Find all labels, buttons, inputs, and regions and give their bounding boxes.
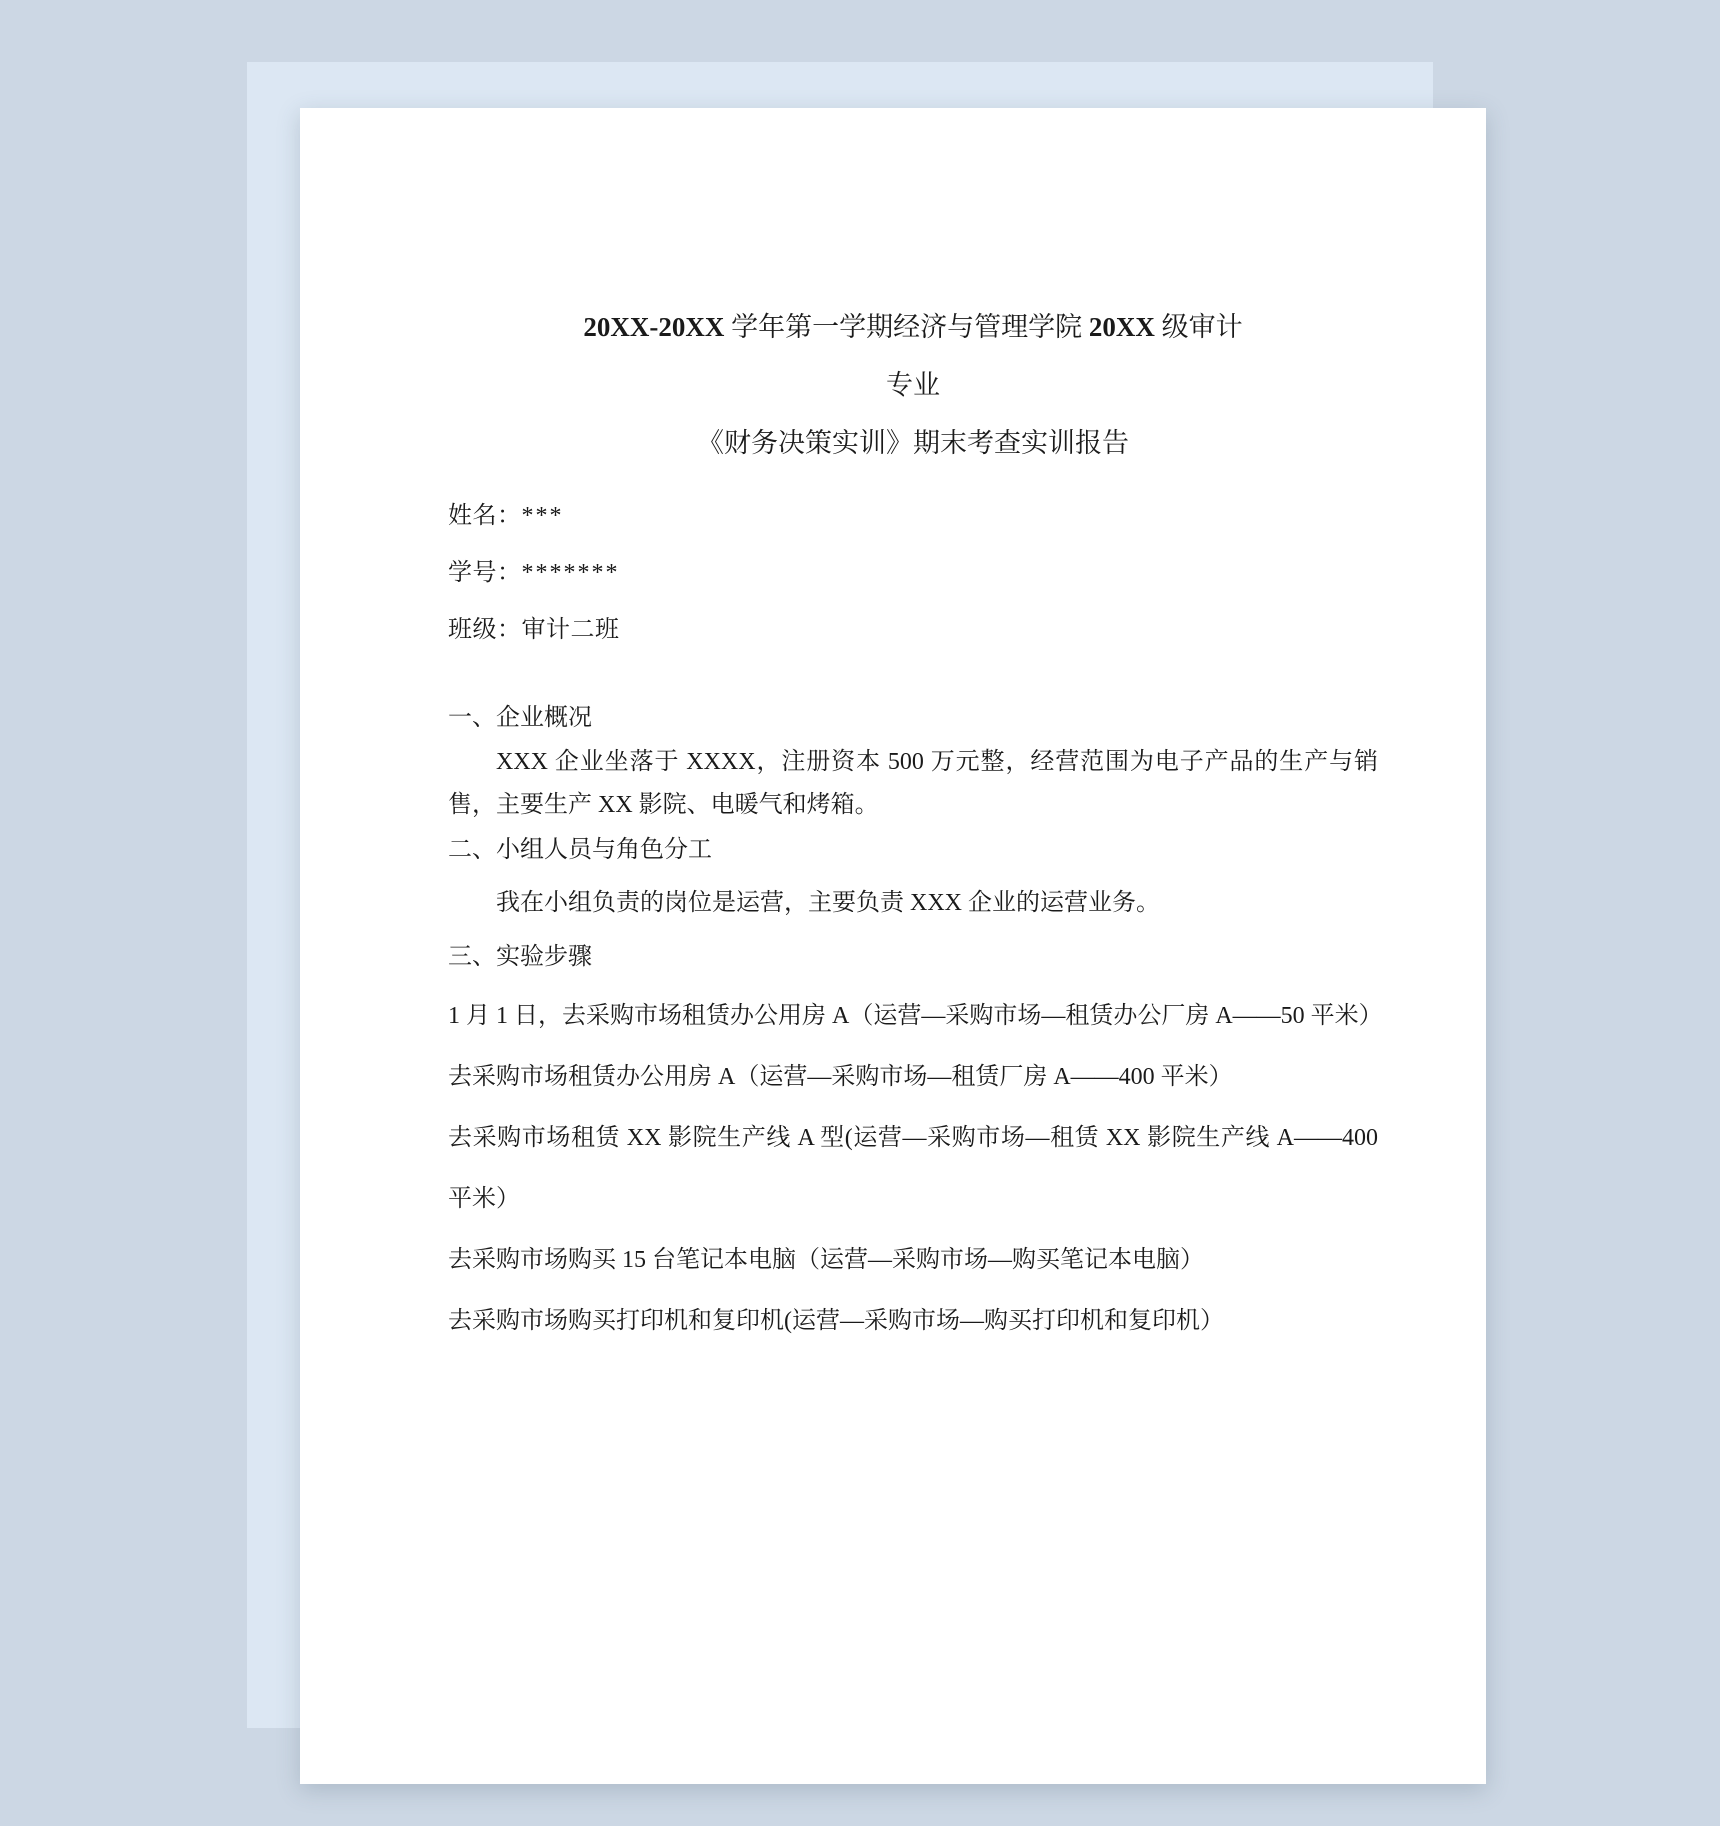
title-years-start: 20XX-20XX: [583, 312, 725, 342]
meta-label-student-id: 学号：: [448, 560, 522, 586]
title-grade-year: 20XX: [1088, 312, 1155, 342]
page-inner: [300, 108, 1486, 1784]
document-body: [448, 298, 1383, 1352]
meta-label-name: 姓名：: [448, 503, 522, 529]
experiment-steps-list: [448, 986, 1383, 1352]
meta-value-class: 审计二班: [521, 617, 620, 643]
meta-spacer: [448, 659, 1378, 695]
meta-row-class: [448, 602, 1378, 659]
document-title-line-3: 《财务决策实训》期末考查实训报告: [697, 428, 1129, 458]
experiment-step-item: 去采购市场租赁办公用房 A（运营—采购市场—租赁厂房 A——400 平米）: [448, 1064, 1233, 1090]
section-heading-experiment-steps: 三、实验步骤: [448, 944, 592, 970]
experiment-step-item: 去采购市场购买 15 台笔记本电脑（运营—采购市场—购买笔记本电脑）: [448, 1247, 1204, 1273]
section-heading-company-overview: 一、企业概况: [448, 705, 592, 731]
meta-row-student-id: [448, 545, 1378, 602]
section-paragraph-company-overview: XXX 企业坐落于 XXXX，注册资本 500 万元整，经营范围为电子产品的生产与销售，主要生产 XX 影院、电暖气和烤箱。: [448, 749, 1378, 818]
document-title-line-1: [448, 298, 1378, 356]
experiment-step-item: 去采购市场租赁 XX 影院生产线 A 型(运营—采购市场—租赁 XX 影院生产线 A——400 平米）: [448, 1125, 1378, 1212]
title-text-middle: 学年第一学期经济与管理学院: [724, 312, 1089, 342]
title-text-tail: 级审计: [1154, 312, 1243, 342]
document-title-line-2: 专业: [886, 370, 940, 400]
section-paragraph-team-roles: 我在小组负责的岗位是运营，主要负责 XXX 企业的运营业务。: [496, 890, 1160, 916]
experiment-step-item: 去采购市场购买打印机和复印机(运营—采购市场—购买打印机和复印机）: [448, 1308, 1224, 1334]
experiment-step-item: 1 月 1 日，去采购市场租赁办公用房 A（运营—采购市场—租赁办公厂房 A——50 平米）: [448, 1003, 1383, 1029]
document-page: [300, 108, 1486, 1784]
section-heading-team-roles: 二、小组人员与角色分工: [448, 837, 712, 863]
meta-row-name: [448, 488, 1378, 545]
meta-value-student-id: *******: [521, 560, 620, 586]
meta-value-name: ***: [521, 503, 564, 529]
meta-label-class: 班级：: [448, 617, 522, 643]
